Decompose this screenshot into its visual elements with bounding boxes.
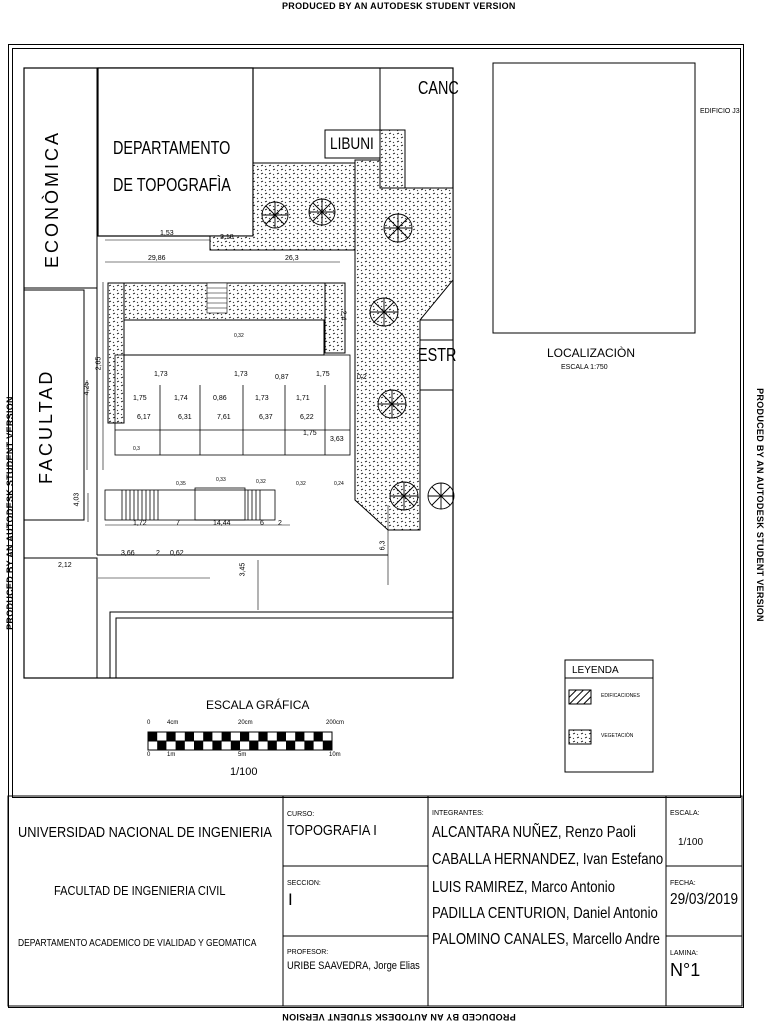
dim-label: 3,45 xyxy=(239,562,247,577)
dim-label: 6,37 xyxy=(259,414,273,421)
label-libuni: LIBUNI xyxy=(330,134,374,153)
dim-label: 1,53 xyxy=(160,230,174,237)
label-departamento-1: DEPARTAMENTO xyxy=(113,138,231,158)
label-economica: ECONÒMICA xyxy=(42,129,62,268)
lamina-label: LAMINA: xyxy=(670,950,699,957)
legend-item-vegetacion: VEGETACIÒN xyxy=(601,733,634,739)
scale-tick: 0 xyxy=(147,752,151,758)
dim-label: 0,62 xyxy=(170,550,184,557)
legend-title: LEYENDA xyxy=(572,665,619,676)
dim-label: 2 xyxy=(278,520,282,527)
watermark-right: PRODUCED BY AN AUTODESK STUDENT VERSION xyxy=(755,388,765,622)
dim-label: 0,32 xyxy=(234,333,244,339)
dim-label: 3,18 xyxy=(220,234,234,241)
dim-label: 1,73 xyxy=(255,395,269,402)
dim-label: 0,35 xyxy=(176,481,186,487)
department-name: DEPARTAMENTO ACADEMICO DE VIALIDAD Y GEOMATICA xyxy=(18,938,257,949)
curso-value: TOPOGRAFIA I xyxy=(287,822,377,839)
dim-label: 7,61 xyxy=(217,414,231,421)
scale-tick: 0 xyxy=(147,720,151,726)
integrante: LUIS RAMIREZ, Marco Antonio xyxy=(432,879,616,896)
dim-label: 0,32 xyxy=(296,481,306,487)
fecha-value: 29/03/2019 xyxy=(670,891,739,908)
scale-bar-ratio: 1/100 xyxy=(230,766,258,778)
localizacion-title: LOCALIZACIÒN xyxy=(547,346,636,360)
label-cancha: CANC xyxy=(418,78,459,98)
dim-label: 1,74 xyxy=(174,395,188,402)
scale-bar-title: ESCALA GRÁFICA xyxy=(206,698,310,712)
seccion-value: I xyxy=(288,890,293,909)
watermark-top: PRODUCED BY AN AUTODESK STUDENT VERSION xyxy=(282,1,516,11)
dim-label: 6,17 xyxy=(137,414,151,421)
dim-label: 1,75 xyxy=(133,395,147,402)
fecha-label: FECHA: xyxy=(670,880,696,887)
dim-label: 26,3 xyxy=(285,255,299,262)
dim-label: 1,71 xyxy=(296,395,310,402)
dim-label: 6,31 xyxy=(178,414,192,421)
dim-label: 1,75 xyxy=(316,371,330,378)
dim-label: 7 xyxy=(176,520,180,527)
dim-label: 2,65 xyxy=(95,356,103,371)
localizacion-scale: ESCALA 1:750 xyxy=(561,364,608,371)
dim-label: 0,33 xyxy=(216,477,226,483)
scale-tick: 10m xyxy=(329,752,341,758)
dim-label: 1,73 xyxy=(234,371,248,378)
watermark-left: PRODUCED BY AN AUTODESK STUDENT VERSION xyxy=(5,396,15,630)
scale-tick: 20cm xyxy=(238,720,253,726)
integrante: CABALLA HERNANDEZ, Ivan Estefano xyxy=(432,851,664,868)
dim-label: 3,66 xyxy=(121,550,135,557)
dim-label: 0,2 xyxy=(357,374,367,381)
dim-label: 1,73 xyxy=(154,371,168,378)
dim-label: 6,22 xyxy=(300,414,314,421)
university-name: UNIVERSIDAD NACIONAL DE INGENIERIA xyxy=(18,824,272,841)
label-estr: ESTR xyxy=(418,345,457,365)
dim-label: 0,24 xyxy=(334,481,344,487)
scale-tick: 5m xyxy=(238,752,247,758)
dim-label: 1,75 xyxy=(303,430,317,437)
scale-tick: 200cm xyxy=(326,720,345,726)
legend-item-edificaciones: EDIFICACIONES xyxy=(601,693,640,699)
dim-label: 0,3 xyxy=(133,446,140,452)
dim-label: 29,86 xyxy=(148,255,166,262)
dim-label: 0,87 xyxy=(275,374,289,381)
dim-label: 14,44 xyxy=(213,520,231,527)
seccion-label: SECCION: xyxy=(287,880,321,887)
label-facultad: FACULTAD xyxy=(36,368,56,484)
dim-label: 0,86 xyxy=(213,395,227,402)
dim-label: 2,12 xyxy=(58,562,72,569)
integrante: ALCANTARA NUÑEZ, Renzo Paoli xyxy=(432,824,636,841)
escala-label: ESCALA: xyxy=(670,810,700,817)
lamina-value: N°1 xyxy=(670,960,701,980)
integrante: PADILLA CENTURION, Daniel Antonio xyxy=(432,905,658,922)
label-departamento-2: DE TOPOGRAFÌA xyxy=(113,175,231,195)
profesor-value: URIBE SAAVEDRA, Jorge Elias xyxy=(287,960,420,972)
dim-label: 4,03 xyxy=(73,492,81,507)
dim-label: 4,25 xyxy=(83,381,91,396)
edificio-label: EDIFICIO J3 xyxy=(700,108,740,115)
profesor-label: PROFESOR: xyxy=(287,949,329,956)
dim-label: 6,3 xyxy=(379,540,387,551)
faculty-name: FACULTAD DE INGENIERIA CIVIL xyxy=(54,883,226,898)
dim-label: 6 xyxy=(260,520,264,527)
dim-label: 2 xyxy=(156,550,160,557)
integrantes-label: INTEGRANTES: xyxy=(432,810,484,817)
scale-tick: 4cm xyxy=(167,720,179,726)
dim-label: 0,32 xyxy=(256,479,266,485)
dim-label: 3,63 xyxy=(330,436,344,443)
dim-label: 1,72 xyxy=(133,520,147,527)
escala-value: 1/100 xyxy=(678,837,704,848)
curso-label: CURSO: xyxy=(287,811,315,818)
watermark-bottom: PRODUCED BY AN AUTODESK STUDENT VERSION xyxy=(282,1012,516,1022)
dim-label: 2,4 xyxy=(339,310,347,321)
integrante: PALOMINO CANALES, Marcello Andre xyxy=(432,931,660,948)
scale-tick: 1m xyxy=(167,752,176,758)
